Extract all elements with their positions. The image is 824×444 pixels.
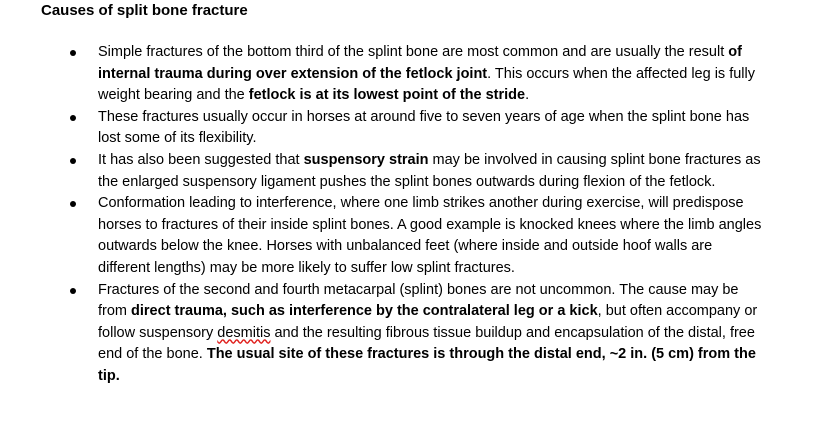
bullet-dot-icon xyxy=(70,158,76,164)
bullet-dot-icon xyxy=(70,201,76,207)
bold-text: suspensory strain xyxy=(303,151,429,168)
text-run: Fractures of the second and fourth metacarpal (splint) bones are not uncommon. The cause may be from xyxy=(98,281,739,320)
text-run: These fractures usually occur in horses at around five to seven years of age when the splint bone has lost some of its flexibility. xyxy=(98,108,750,147)
bullet-item xyxy=(0,280,766,388)
text-run: and the resulting fibrous tissue buildup and encapsulation of the distal, free end of the bone. xyxy=(98,324,755,363)
text-run: Simple fractures of the bottom third of the splint bone are most common and are usually the result xyxy=(98,44,729,60)
bullet-item xyxy=(0,150,766,193)
bold-text: fetlock is at its lowest point of the stride xyxy=(248,87,526,104)
bullet-dot-icon xyxy=(70,50,76,56)
text-run: . This occurs when the affected leg is fully weight bearing and the xyxy=(98,65,755,104)
bold-text: direct trauma, such as interference by the contralateral leg or a kick xyxy=(131,303,598,320)
section-heading: Causes of split bone fracture xyxy=(41,2,248,19)
bullet-dot-icon xyxy=(70,115,76,121)
bullet-item xyxy=(0,42,766,107)
bold-text: The usual site of these fractures is through the distal end, ~2 in. (5 cm) from the tip. xyxy=(98,346,756,384)
text-run: , but often accompany or follow suspensory xyxy=(98,303,758,341)
bullet-item xyxy=(0,193,766,279)
text-run: . xyxy=(525,87,530,104)
text-run: It has also been suggested that xyxy=(98,151,304,168)
bullet-list xyxy=(0,42,824,388)
text-run: Conformation leading to interference, where one limb strikes another during exercise, will predispose horses to fractures of their inside splint bones. A good example is knocked knees where the limb angles outwards below the knee. Horses with unbalanced feet (where inside and outside hoof walls are different lengths) may be more likely to suffer low splint fractures. xyxy=(98,195,762,276)
spellcheck-flagged-word: desmitis xyxy=(217,324,271,341)
text-run: may be involved in causing splint bone fractures as the enlarged suspensory ligament pushes the splint bones outwards during flexion of the fetlock. xyxy=(98,151,761,190)
bullet-dot-icon xyxy=(70,288,76,294)
bullet-item xyxy=(0,107,766,150)
bold-text: of internal trauma during over extension of the fetlock joint xyxy=(98,44,742,82)
